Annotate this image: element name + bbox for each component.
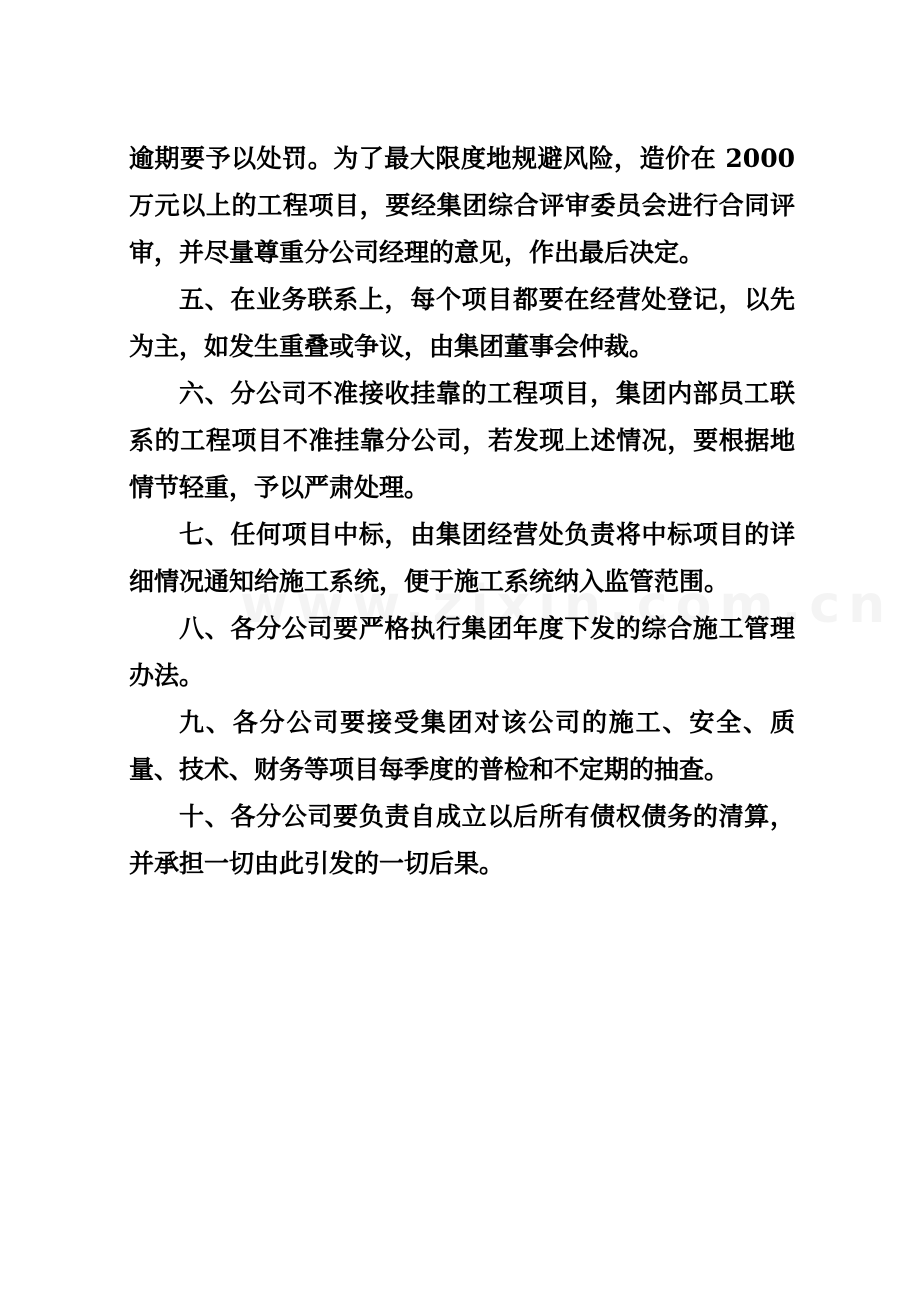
paragraph-item-6: 六、分公司不准接收挂靠的工程项目，集团内部员工联系的工程项目不准挂靠分公司，若发现上述情况，要根据地情节轻重，予以严肃处理。 (129, 379, 795, 502)
paragraph-item-10: 十、各分公司要负责自成立以后所有债权债务的清算，并承担一切由此引发的一切后果。 (129, 802, 795, 878)
paragraph-item-9: 九、各分公司要接受集团对该公司的施工、安全、质量、技术、财务等项目每季度的普检和不定期的抽查。 (129, 708, 795, 784)
paragraph-item-5: 五、在业务联系上，每个项目都要在经营处登记，以先为主，如发生重叠或争议，由集团董事会仲裁。 (129, 285, 795, 361)
paragraph-item-7: 七、任何项目中标，由集团经营处负责将中标项目的详细情况通知给施工系统，便于施工系统纳入监管范围。 (129, 520, 795, 596)
document-body (129, 135, 795, 887)
paragraph-continuation: 逾期要予以处罚。为了最大限度地规避风险，造价在 2000 万元以上的工程项目，要经集团综合评审委员会进行合同评审，并尽量尊重分公司经理的意见，作出最后决定。 (129, 144, 795, 267)
paragraph-item-8: 八、各分公司要严格执行集团年度下发的综合施工管理办法。 (129, 614, 795, 690)
